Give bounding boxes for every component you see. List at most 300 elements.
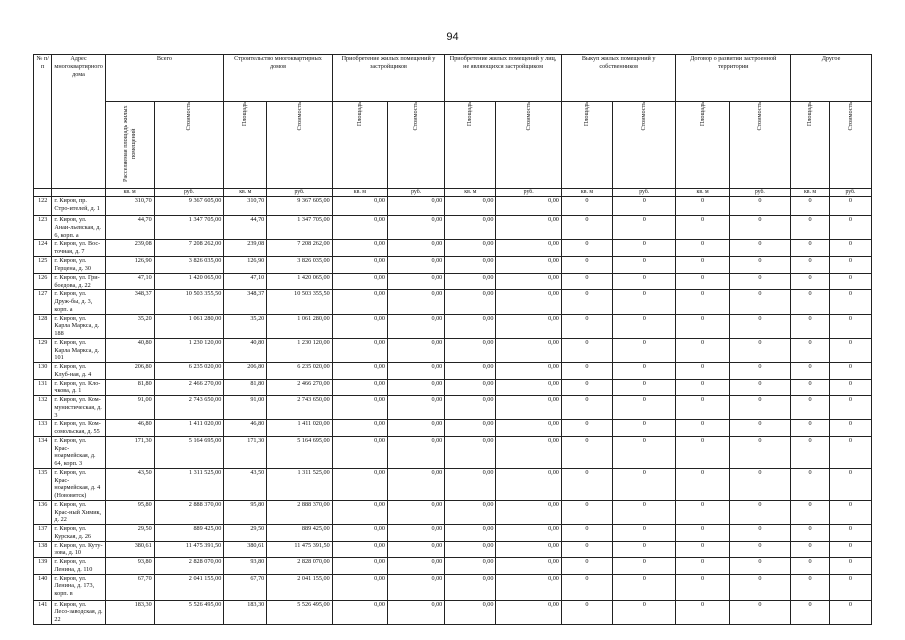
cell-nondev-area: 0,00 (445, 468, 496, 500)
cell-build-area: 183,30 (224, 600, 267, 624)
cell-total-cost: 5 526 495,00 (154, 600, 224, 624)
table-row (34, 216, 872, 240)
row-number: 125 (34, 257, 52, 274)
table-row (34, 379, 872, 396)
row-address: г. Киров, ул. Крас-ноармейская, д. 4 (Нововятск) (52, 468, 105, 500)
cell-dev-cost: 0,00 (387, 363, 444, 380)
cell-other-cost: 0 (829, 379, 871, 396)
cell-territory-cost: 0 (729, 558, 790, 575)
row-address: г. Киров, ул. Друж-бы, д. 3, корп. а (52, 290, 105, 314)
cell-territory-cost: 0 (729, 363, 790, 380)
cell-build-area: 206,80 (224, 363, 267, 380)
row-number: 138 (34, 541, 52, 558)
table-row (34, 574, 872, 600)
cell-buyout-cost: 0 (613, 600, 676, 624)
cell-nondev-area: 0,00 (445, 273, 496, 290)
cell-build-cost: 6 235 020,00 (267, 363, 332, 380)
cell-build-cost: 1 411 020,00 (267, 420, 332, 437)
cell-dev-area: 0,00 (332, 379, 387, 396)
cell-total-cost: 1 230 120,00 (154, 338, 224, 362)
cell-territory-area: 0 (676, 558, 729, 575)
cell-total-area: 95,80 (105, 500, 154, 524)
cell-nondev-area: 0,00 (445, 257, 496, 274)
cell-territory-cost: 0 (729, 379, 790, 396)
cell-other-area: 0 (791, 420, 830, 437)
cell-build-cost: 2 743 650,00 (267, 396, 332, 420)
cell-build-cost: 889 425,00 (267, 525, 332, 542)
cell-buyout-cost: 0 (613, 574, 676, 600)
cell-dev-cost: 0,00 (387, 600, 444, 624)
cell-build-cost: 9 367 605,00 (267, 197, 332, 216)
cell-build-area: 40,80 (224, 338, 267, 362)
resettlement-table (33, 54, 872, 625)
cell-nondev-cost: 0,00 (496, 240, 561, 257)
cell-dev-area: 0,00 (332, 257, 387, 274)
cell-territory-area: 0 (676, 379, 729, 396)
cell-other-area: 0 (791, 240, 830, 257)
table-row (34, 420, 872, 437)
cell-nondev-cost: 0,00 (496, 314, 561, 338)
table-row (34, 558, 872, 575)
cell-territory-cost: 0 (729, 290, 790, 314)
cell-dev-cost: 0,00 (387, 396, 444, 420)
cell-nondev-area: 0,00 (445, 396, 496, 420)
cell-nondev-cost: 0,00 (496, 420, 561, 437)
cell-buyout-area: 0 (561, 257, 612, 274)
cell-other-area: 0 (791, 273, 830, 290)
cell-dev-area: 0,00 (332, 314, 387, 338)
cell-nondev-area: 0,00 (445, 240, 496, 257)
row-address: г. Киров, ул. Ленина, д. 173, корп. в (52, 574, 105, 600)
table-row (34, 314, 872, 338)
cell-buyout-cost: 0 (613, 257, 676, 274)
unit-area: кв. м (224, 189, 267, 197)
cell-buyout-area: 0 (561, 240, 612, 257)
row-address: г. Киров, ул. Гри-боедова, д. 22 (52, 273, 105, 290)
cell-build-cost: 1 420 065,00 (267, 273, 332, 290)
cell-other-cost: 0 (829, 197, 871, 216)
row-address: г. Киров, ул. Ленина, д. 110 (52, 558, 105, 575)
cell-territory-cost: 0 (729, 197, 790, 216)
unit-cost: руб. (387, 189, 444, 197)
row-number: 128 (34, 314, 52, 338)
row-address: г. Киров, ул. Ком-мунистическая, д. 3 (52, 396, 105, 420)
row-number: 130 (34, 363, 52, 380)
cell-territory-area: 0 (676, 314, 729, 338)
unit-area: кв. м (332, 189, 387, 197)
cell-buyout-cost: 0 (613, 216, 676, 240)
cell-nondev-cost: 0,00 (496, 525, 561, 542)
cell-total-cost: 5 164 695,00 (154, 436, 224, 468)
cell-other-area: 0 (791, 363, 830, 380)
row-number: 136 (34, 500, 52, 524)
row-address: г. Киров, ул. Анаи-льевская, д. 6, корп. а (52, 216, 105, 240)
cell-dev-area: 0,00 (332, 420, 387, 437)
cell-nondev-cost: 0,00 (496, 273, 561, 290)
cell-nondev-area: 0,00 (445, 574, 496, 600)
cell-build-area: 35,20 (224, 314, 267, 338)
cell-build-area: 239,08 (224, 240, 267, 257)
row-number: 122 (34, 197, 52, 216)
cell-nondev-cost: 0,00 (496, 197, 561, 216)
cell-dev-area: 0,00 (332, 525, 387, 542)
cell-dev-area: 0,00 (332, 600, 387, 624)
cell-total-cost: 1 347 705,00 (154, 216, 224, 240)
row-number: 133 (34, 420, 52, 437)
units-row (34, 189, 872, 197)
cell-territory-area: 0 (676, 197, 729, 216)
cell-other-area: 0 (791, 216, 830, 240)
cell-other-area: 0 (791, 574, 830, 600)
group-header-other: Другое (791, 55, 872, 102)
cell-other-cost: 0 (829, 558, 871, 575)
cell-buyout-area: 0 (561, 500, 612, 524)
row-number: 132 (34, 396, 52, 420)
cell-territory-cost: 0 (729, 468, 790, 500)
cell-total-cost: 1 061 280,00 (154, 314, 224, 338)
group-header-non-developers: Приобретение жилых помещений у лиц, не являющихся застройщиком (445, 55, 562, 102)
cell-other-cost: 0 (829, 436, 871, 468)
row-address: г. Киров, ул. Лесо-заводская, д. 22 (52, 600, 105, 624)
cell-total-cost: 1 411 020,00 (154, 420, 224, 437)
table-row (34, 240, 872, 257)
cell-build-area: 95,80 (224, 500, 267, 524)
cell-build-cost: 1 061 280,00 (267, 314, 332, 338)
unit-cost: руб. (613, 189, 676, 197)
row-number: 127 (34, 290, 52, 314)
cell-territory-area: 0 (676, 468, 729, 500)
cell-territory-area: 0 (676, 600, 729, 624)
cell-territory-cost: 0 (729, 420, 790, 437)
cell-buyout-area: 0 (561, 379, 612, 396)
cell-territory-cost: 0 (729, 525, 790, 542)
cell-dev-cost: 0,00 (387, 500, 444, 524)
cell-build-area: 93,80 (224, 558, 267, 575)
cell-total-cost: 2 828 070,00 (154, 558, 224, 575)
subheader-area: Площадь (332, 102, 387, 189)
cell-nondev-cost: 0,00 (496, 257, 561, 274)
cell-total-cost: 2 743 650,00 (154, 396, 224, 420)
cell-build-cost: 2 041 155,00 (267, 574, 332, 600)
cell-territory-area: 0 (676, 363, 729, 380)
cell-territory-area: 0 (676, 420, 729, 437)
cell-dev-area: 0,00 (332, 290, 387, 314)
cell-territory-cost: 0 (729, 500, 790, 524)
cell-total-cost: 7 208 262,00 (154, 240, 224, 257)
cell-build-area: 47,10 (224, 273, 267, 290)
cell-dev-area: 0,00 (332, 468, 387, 500)
group-header-buyout: Выкуп жилых помещений у собственников (561, 55, 676, 102)
table-row (34, 525, 872, 542)
cell-buyout-cost: 0 (613, 290, 676, 314)
cell-nondev-cost: 0,00 (496, 558, 561, 575)
subheader-cost: Стоимость (387, 102, 444, 189)
cell-territory-area: 0 (676, 240, 729, 257)
cell-dev-cost: 0,00 (387, 525, 444, 542)
cell-buyout-cost: 0 (613, 379, 676, 396)
cell-build-area: 43,50 (224, 468, 267, 500)
cell-nondev-cost: 0,00 (496, 541, 561, 558)
group-header-territory: Договор о развитии застроенной территории (676, 55, 791, 102)
subheader-cost: Стоимость (154, 102, 224, 189)
cell-nondev-area: 0,00 (445, 436, 496, 468)
cell-other-cost: 0 (829, 574, 871, 600)
cell-dev-area: 0,00 (332, 197, 387, 216)
table-row (34, 338, 872, 362)
row-address: г. Киров, ул. Клуб-ная, д. 4 (52, 363, 105, 380)
cell-build-area: 171,30 (224, 436, 267, 468)
row-number: 129 (34, 338, 52, 362)
cell-total-area: 47,10 (105, 273, 154, 290)
cell-nondev-area: 0,00 (445, 558, 496, 575)
cell-dev-area: 0,00 (332, 363, 387, 380)
row-number: 139 (34, 558, 52, 575)
cell-dev-area: 0,00 (332, 541, 387, 558)
cell-other-cost: 0 (829, 541, 871, 558)
cell-total-area: 171,30 (105, 436, 154, 468)
cell-total-cost: 11 475 391,50 (154, 541, 224, 558)
cell-buyout-area: 0 (561, 290, 612, 314)
cell-total-area: 206,80 (105, 363, 154, 380)
cell-buyout-area: 0 (561, 273, 612, 290)
cell-build-cost: 11 475 391,50 (267, 541, 332, 558)
cell-other-area: 0 (791, 541, 830, 558)
row-number: 135 (34, 468, 52, 500)
cell-territory-cost: 0 (729, 541, 790, 558)
cell-nondev-cost: 0,00 (496, 363, 561, 380)
cell-other-area: 0 (791, 379, 830, 396)
cell-other-area: 0 (791, 558, 830, 575)
cell-dev-area: 0,00 (332, 500, 387, 524)
cell-nondev-area: 0,00 (445, 363, 496, 380)
cell-build-cost: 7 208 262,00 (267, 240, 332, 257)
page-number: 94 (446, 31, 459, 43)
unit-cost: руб. (267, 189, 332, 197)
cell-other-area: 0 (791, 468, 830, 500)
cell-dev-cost: 0,00 (387, 379, 444, 396)
cell-other-area: 0 (791, 396, 830, 420)
cell-buyout-cost: 0 (613, 197, 676, 216)
subheader-cost: Стоимость (267, 102, 332, 189)
header-row-groups (34, 55, 872, 102)
cell-build-cost: 2 888 370,00 (267, 500, 332, 524)
cell-nondev-area: 0,00 (445, 600, 496, 624)
table-row (34, 396, 872, 420)
cell-buyout-cost: 0 (613, 273, 676, 290)
cell-buyout-area: 0 (561, 541, 612, 558)
cell-other-area: 0 (791, 500, 830, 524)
cell-dev-area: 0,00 (332, 216, 387, 240)
subheader-cost: Стоимость (613, 102, 676, 189)
cell-build-cost: 1 347 705,00 (267, 216, 332, 240)
cell-build-area: 126,90 (224, 257, 267, 274)
row-number: 141 (34, 600, 52, 624)
cell-nondev-cost: 0,00 (496, 468, 561, 500)
cell-dev-cost: 0,00 (387, 574, 444, 600)
unit-cost: руб. (829, 189, 871, 197)
row-address: г. Киров, ул. Карла Маркса, д. 188 (52, 314, 105, 338)
cell-territory-area: 0 (676, 290, 729, 314)
cell-total-area: 44,70 (105, 216, 154, 240)
cell-other-area: 0 (791, 314, 830, 338)
cell-build-area: 348,37 (224, 290, 267, 314)
cell-other-cost: 0 (829, 216, 871, 240)
cell-total-cost: 6 235 020,00 (154, 363, 224, 380)
cell-nondev-cost: 0,00 (496, 379, 561, 396)
cell-buyout-area: 0 (561, 363, 612, 380)
row-address: г. Киров, пр. Стро-ителей, д. 1 (52, 197, 105, 216)
cell-buyout-cost: 0 (613, 525, 676, 542)
table-row (34, 436, 872, 468)
cell-dev-cost: 0,00 (387, 216, 444, 240)
cell-total-area: 67,70 (105, 574, 154, 600)
cell-other-cost: 0 (829, 273, 871, 290)
unit-cost: руб. (154, 189, 224, 197)
table-row (34, 363, 872, 380)
cell-total-area: 46,80 (105, 420, 154, 437)
cell-territory-area: 0 (676, 541, 729, 558)
unit-cost: руб. (496, 189, 561, 197)
cell-other-area: 0 (791, 436, 830, 468)
table-row (34, 273, 872, 290)
cell-nondev-area: 0,00 (445, 525, 496, 542)
subheader-area: Площадь (676, 102, 729, 189)
cell-other-area: 0 (791, 600, 830, 624)
cell-dev-cost: 0,00 (387, 541, 444, 558)
cell-territory-cost: 0 (729, 314, 790, 338)
cell-dev-cost: 0,00 (387, 420, 444, 437)
cell-build-area: 67,70 (224, 574, 267, 600)
cell-nondev-area: 0,00 (445, 500, 496, 524)
cell-other-cost: 0 (829, 600, 871, 624)
subheader-cost: Стоимость (829, 102, 871, 189)
cell-territory-area: 0 (676, 273, 729, 290)
cell-buyout-area: 0 (561, 420, 612, 437)
unit-area: кв. м (445, 189, 496, 197)
cell-dev-cost: 0,00 (387, 314, 444, 338)
cell-nondev-area: 0,00 (445, 420, 496, 437)
table-row (34, 541, 872, 558)
cell-other-area: 0 (791, 257, 830, 274)
row-address: г. Киров, ул. Ком-сомольская, д. 55 (52, 420, 105, 437)
header-row-subcolumns (34, 102, 872, 189)
cell-buyout-cost: 0 (613, 396, 676, 420)
cell-build-area: 91,00 (224, 396, 267, 420)
col-address-header: Адрес многоквартирного дома (52, 55, 105, 189)
group-header-construction: Строительство многоквартирных домов (224, 55, 332, 102)
table-row (34, 197, 872, 216)
cell-other-cost: 0 (829, 290, 871, 314)
cell-territory-cost: 0 (729, 216, 790, 240)
unit-cost: руб. (729, 189, 790, 197)
cell-build-cost: 5 526 495,00 (267, 600, 332, 624)
cell-total-area: 43,50 (105, 468, 154, 500)
cell-total-area: 348,37 (105, 290, 154, 314)
cell-buyout-cost: 0 (613, 500, 676, 524)
cell-other-cost: 0 (829, 314, 871, 338)
cell-buyout-area: 0 (561, 600, 612, 624)
cell-buyout-area: 0 (561, 338, 612, 362)
cell-buyout-cost: 0 (613, 363, 676, 380)
cell-nondev-cost: 0,00 (496, 396, 561, 420)
cell-buyout-area: 0 (561, 216, 612, 240)
cell-total-area: 183,30 (105, 600, 154, 624)
cell-buyout-area: 0 (561, 525, 612, 542)
cell-nondev-cost: 0,00 (496, 574, 561, 600)
cell-total-cost: 9 367 605,00 (154, 197, 224, 216)
group-header-developers: Приобретение жилых помещений у застройщиков (332, 55, 445, 102)
cell-total-cost: 1 311 525,00 (154, 468, 224, 500)
cell-nondev-cost: 0,00 (496, 436, 561, 468)
cell-buyout-cost: 0 (613, 541, 676, 558)
group-header-total: Всего (105, 55, 224, 102)
cell-other-cost: 0 (829, 468, 871, 500)
row-number: 126 (34, 273, 52, 290)
row-number: 131 (34, 379, 52, 396)
cell-build-cost: 2 828 070,00 (267, 558, 332, 575)
cell-total-area: 29,50 (105, 525, 154, 542)
cell-buyout-cost: 0 (613, 558, 676, 575)
cell-other-area: 0 (791, 338, 830, 362)
cell-other-cost: 0 (829, 240, 871, 257)
cell-build-cost: 2 466 270,00 (267, 379, 332, 396)
cell-other-area: 0 (791, 290, 830, 314)
cell-dev-cost: 0,00 (387, 240, 444, 257)
cell-dev-area: 0,00 (332, 396, 387, 420)
cell-dev-cost: 0,00 (387, 257, 444, 274)
cell-buyout-cost: 0 (613, 420, 676, 437)
table-row (34, 468, 872, 500)
cell-nondev-cost: 0,00 (496, 338, 561, 362)
row-address: г. Киров, ул. Кло-чкова, д. 1 (52, 379, 105, 396)
cell-nondev-cost: 0,00 (496, 600, 561, 624)
cell-total-cost: 889 425,00 (154, 525, 224, 542)
cell-total-area: 40,80 (105, 338, 154, 362)
cell-dev-cost: 0,00 (387, 197, 444, 216)
unit-area: кв. м (676, 189, 729, 197)
cell-buyout-cost: 0 (613, 240, 676, 257)
cell-territory-cost: 0 (729, 600, 790, 624)
unit-area: кв. м (105, 189, 154, 197)
row-number: 123 (34, 216, 52, 240)
subheader-area: Площадь (561, 102, 612, 189)
row-address: г. Киров, ул. Куту-зова, д. 10 (52, 541, 105, 558)
subheader-area: Площадь (445, 102, 496, 189)
cell-territory-cost: 0 (729, 257, 790, 274)
cell-dev-area: 0,00 (332, 574, 387, 600)
cell-other-cost: 0 (829, 257, 871, 274)
cell-buyout-cost: 0 (613, 436, 676, 468)
cell-total-cost: 2 888 370,00 (154, 500, 224, 524)
cell-nondev-area: 0,00 (445, 197, 496, 216)
cell-nondev-area: 0,00 (445, 541, 496, 558)
row-address: г. Киров, ул. Курская, д. 26 (52, 525, 105, 542)
cell-other-area: 0 (791, 525, 830, 542)
cell-build-area: 380,61 (224, 541, 267, 558)
cell-buyout-area: 0 (561, 314, 612, 338)
cell-dev-area: 0,00 (332, 558, 387, 575)
cell-nondev-cost: 0,00 (496, 290, 561, 314)
cell-other-cost: 0 (829, 396, 871, 420)
cell-buyout-area: 0 (561, 574, 612, 600)
cell-dev-area: 0,00 (332, 338, 387, 362)
cell-other-cost: 0 (829, 338, 871, 362)
subheader-cost: Стоимость (729, 102, 790, 189)
cell-other-cost: 0 (829, 420, 871, 437)
cell-territory-area: 0 (676, 436, 729, 468)
cell-territory-cost: 0 (729, 436, 790, 468)
cell-territory-cost: 0 (729, 240, 790, 257)
